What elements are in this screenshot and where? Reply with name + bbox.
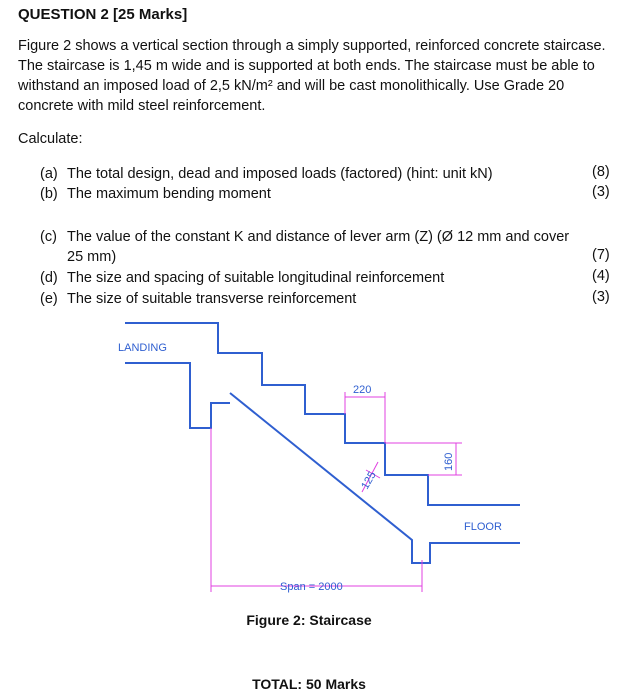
question-title: QUESTION 2 [25 Marks]	[18, 6, 188, 23]
part-text: The value of the constant K and distance of lever arm (Z) (Ø 12 mm and cover 25 mm)	[67, 229, 570, 265]
landing-soffit-outline	[125, 363, 230, 428]
tread-dim-label: 220	[353, 384, 372, 396]
span-label: Span = 2000	[280, 581, 343, 593]
part-d-marks: (4)	[592, 268, 610, 284]
part-text: The maximum bending moment	[67, 186, 271, 202]
figure-caption: Figure 2: Staircase	[246, 612, 372, 628]
part-label: (a)	[40, 166, 58, 182]
total-marks: TOTAL: 50 Marks	[252, 676, 366, 692]
part-label: (e)	[40, 291, 58, 307]
part-label: (b)	[40, 186, 58, 202]
part-a-marks: (8)	[592, 164, 610, 180]
waist-dim-label: 125	[359, 469, 379, 492]
part-text: The size of suitable transverse reinforcement	[67, 291, 357, 307]
landing-label: LANDING	[118, 342, 167, 354]
part-c-marks: (7)	[592, 247, 610, 263]
part-label: (c)	[40, 229, 57, 245]
part-label: (d)	[40, 270, 58, 286]
part-b-marks: (3)	[592, 184, 610, 200]
stair-top-outline	[125, 323, 520, 505]
floor-label: FLOOR	[464, 521, 502, 533]
calculate-label: Calculate:	[18, 131, 83, 147]
riser-dim-label: 160	[443, 452, 455, 471]
part-e-marks: (3)	[592, 289, 610, 305]
part-text: The size and spacing of suitable longitudinal reinforcement	[67, 270, 445, 286]
question-intro: Figure 2 shows a vertical section through a simply supported, reinforced concrete staircase. The staircase is 1,45 m wide and is supported at both ends. The staircase must be able to withstand an imposed load of 2,5 kN/m² and will be cast monolithically. Use Grade 20 concrete with mild steel reinforcement.	[18, 38, 606, 114]
part-text: The total design, dead and imposed loads (factored) (hint: unit kN)	[67, 166, 493, 182]
